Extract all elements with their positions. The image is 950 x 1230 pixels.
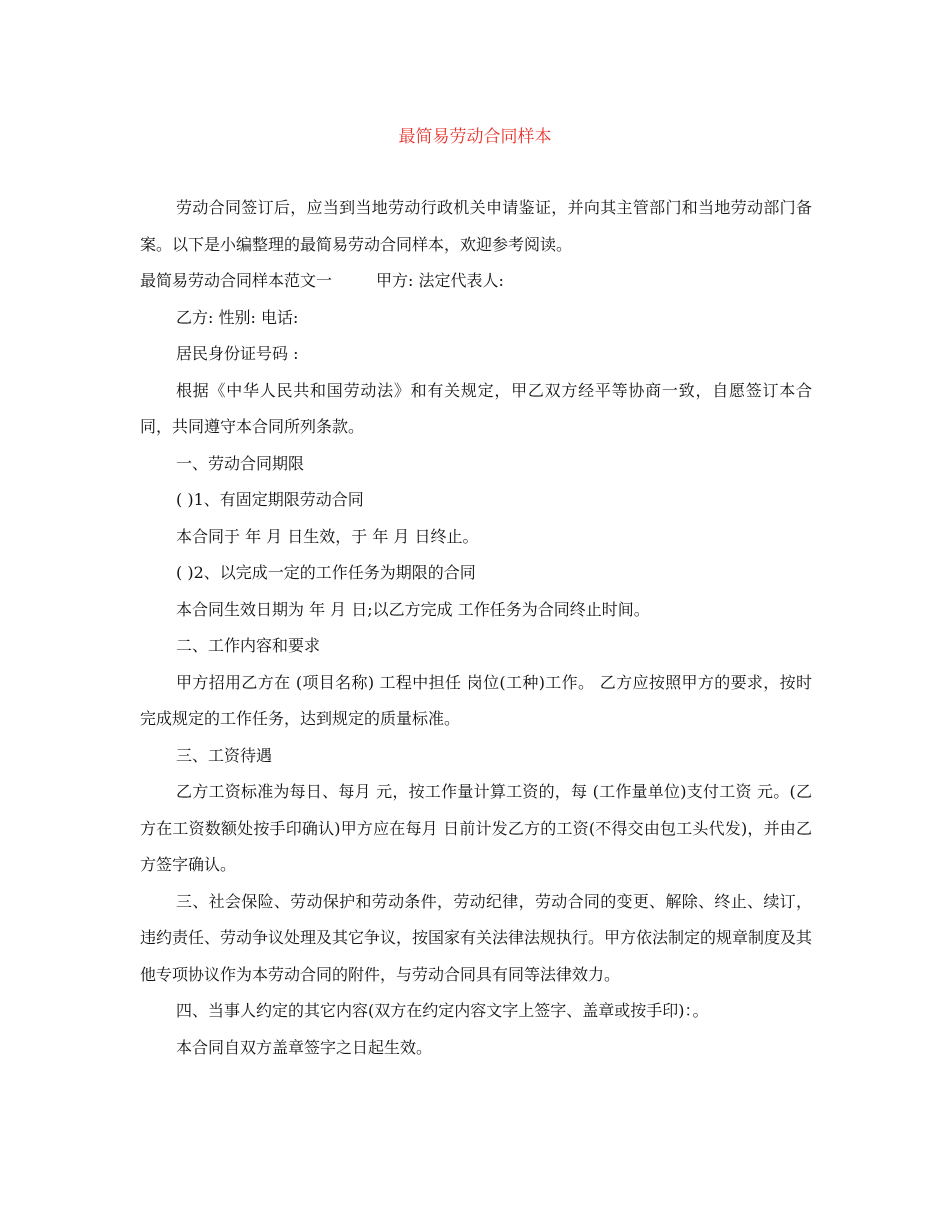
document-title: 最简易劳动合同样本 xyxy=(398,127,552,147)
clause-task-term: ( )2、以完成一定的工作任务为期限的合同 xyxy=(176,563,476,582)
section-heading-term: 一、劳动合同期限 xyxy=(176,453,305,473)
clause-fixed-term-dates: 本合同于 年 月 日生效，于 年 月 日终止。 xyxy=(176,526,479,546)
party-b-line: 乙方: 性别: 电话: xyxy=(176,307,299,327)
section-heading-wages: 三、工资待遇 xyxy=(176,745,273,765)
section-heading-work: 二、工作内容和要求 xyxy=(176,636,321,655)
intro-paragraph: 劳动合同签订后，应当到当地劳动行政机关申请鉴证，并向其主管部门和当地劳动部门备案。以下是小编整理的最简易劳动合同样本，欢迎参考阅读。 xyxy=(140,198,812,254)
other-terms-paragraph: 四、当事人约定的其它内容(双方在约定内容文字上签字、盖章或按手印)：。 xyxy=(176,1001,709,1020)
document-body xyxy=(140,190,812,1066)
clause-fixed-term: ( )1、有固定期限劳动合同 xyxy=(176,490,364,509)
clause-task-term-dates: 本合同生效日期为 年 月 日;以乙方完成 工作任务为合同终止时间。 xyxy=(176,599,650,619)
legal-basis-paragraph: 根据《中华人民共和国劳动法》和有关规定，甲乙双方经平等协商一致，自愿签订本合同，共同遵守本合同所列条款。 xyxy=(140,380,812,436)
sample-heading-line xyxy=(140,263,812,300)
effective-paragraph: 本合同自双方盖章签字之日起生效。 xyxy=(176,1037,433,1057)
social-insurance-paragraph: 三、社会保险、劳动保护和劳动条件，劳动纪律，劳动合同的变更、解除、终止、续订，违约责任、劳动争议处理及其它争议，按国家有关法律法规执行。甲方依法制定的规章制度及其他专项协议作为本劳动合同的附件，与劳动合同具有同等法律效力。 xyxy=(140,891,813,984)
work-content-paragraph: 甲方招用乙方在 (项目名称) 工程中担任 岗位(工种)工作。 乙方应按照甲方的要求，按时完成规定的工作任务，达到规定的质量标准。 xyxy=(140,672,812,728)
party-a-line: 甲方: 法定代表人: xyxy=(376,271,504,290)
sample-heading: 最简易劳动合同样本范文一 xyxy=(140,271,333,290)
id-number-line: 居民身份证号码 : xyxy=(176,344,299,363)
wages-paragraph: 乙方工资标准为每日、每月 元，按工作量计算工资的，每 (工作量单位)支付工资 元。(乙方在工资数额处按手印确认)甲方应在每月 日前计发乙方的工资(不得交由包工头代发)，并由乙方签字确认。 xyxy=(140,782,812,874)
